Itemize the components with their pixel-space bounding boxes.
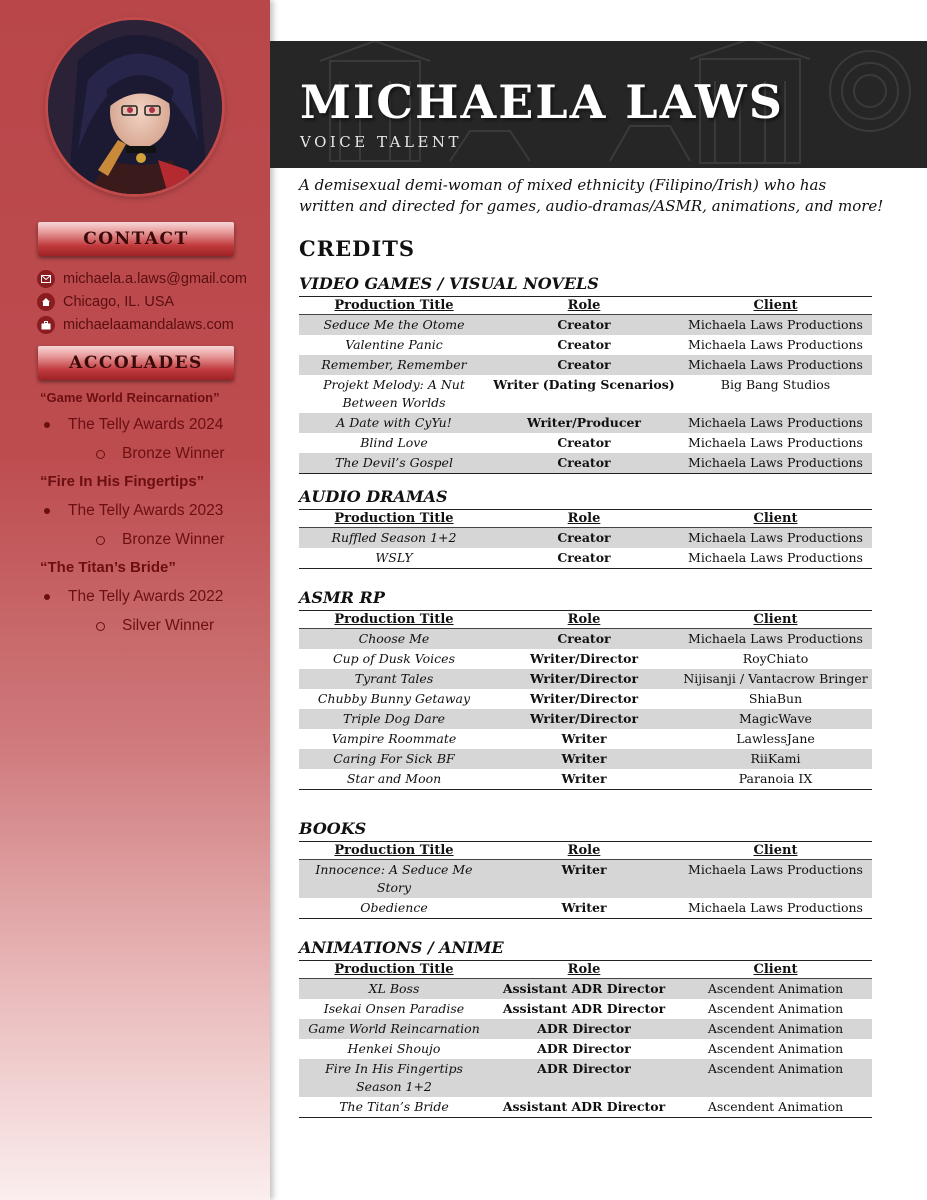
column-header-role: Role	[489, 510, 679, 528]
role: Writer	[489, 769, 679, 790]
client: Michaela Laws Productions	[679, 629, 872, 650]
column-header-title: Production Title	[299, 842, 489, 860]
client: Ascendent Animation	[679, 1059, 872, 1097]
audio-dramas-table	[299, 509, 872, 569]
column-header-client: Client	[679, 842, 872, 860]
table-row	[299, 769, 872, 790]
table-row	[299, 898, 872, 919]
production-title: XL Boss	[299, 979, 489, 1000]
production-title: The Titan’s Bride	[299, 1097, 489, 1118]
bullet-icon	[44, 594, 50, 600]
sidebar	[0, 0, 270, 1200]
accolade-award	[44, 588, 223, 606]
accolade-award-label: The Telly Awards 2022	[68, 588, 224, 605]
column-header-client: Client	[679, 297, 872, 315]
table-row	[299, 729, 872, 749]
table-header-row	[299, 842, 872, 860]
column-header-client: Client	[679, 510, 872, 528]
column-header-client: Client	[679, 961, 872, 979]
client: Ascendent Animation	[679, 1019, 872, 1039]
role: Writer/Producer	[489, 413, 679, 433]
role: Creator	[489, 548, 679, 569]
table-row	[299, 669, 872, 689]
table-row	[299, 860, 872, 899]
production-title: Tyrant Tales	[299, 669, 489, 689]
role: Writer	[489, 898, 679, 919]
role: Creator	[489, 355, 679, 375]
accolade-result-label: Bronze Winner	[122, 531, 225, 548]
asmr-table	[299, 610, 872, 790]
role: Writer/Director	[489, 709, 679, 729]
column-header-role: Role	[489, 297, 679, 315]
table-row	[299, 689, 872, 709]
production-title: Projekt Melody: A Nut Between Worlds	[323, 377, 465, 410]
table-header-row	[299, 510, 872, 528]
page-subtitle: VOICE TALENT	[300, 133, 463, 151]
client: Michaela Laws Productions	[679, 413, 872, 433]
table-row	[299, 548, 872, 569]
email-row[interactable]	[37, 269, 247, 289]
avatar	[48, 20, 222, 194]
column-header-title: Production Title	[299, 510, 489, 528]
production-title: Choose Me	[299, 629, 489, 650]
name-banner	[270, 41, 927, 168]
section-title-video-games: VIDEO GAMES / VISUAL NOVELS	[299, 274, 599, 293]
table-header-row	[299, 297, 872, 315]
bio-text: A demisexual demi-woman of mixed ethnicity (Filipino/Irish) who has written and directed for games, audio-dramas/ASMR, animations, and more!	[299, 176, 884, 215]
role: Assistant ADR Director	[502, 1001, 666, 1016]
table-row	[299, 453, 872, 474]
contact-location: Chicago, IL. USA	[63, 294, 175, 310]
contact-email[interactable]: michaela.a.laws@gmail.com	[63, 271, 247, 287]
accolade-result	[96, 531, 225, 549]
section-title-audio-dramas: AUDIO DRAMAS	[299, 487, 448, 506]
production-title: Game World Reincarnation	[299, 1019, 489, 1039]
briefcase-icon	[37, 316, 55, 334]
table-row	[299, 999, 872, 1019]
table-row	[299, 1097, 872, 1118]
video-games-table	[299, 296, 872, 474]
accolade-result-label: Bronze Winner	[122, 445, 225, 462]
production-title: Obedience	[299, 898, 489, 919]
role: ADR Director	[489, 1019, 679, 1039]
role: Writer (Dating Scenarios)	[493, 377, 675, 392]
mail-icon	[37, 270, 55, 288]
accolade-award	[44, 502, 223, 520]
table-header-row	[299, 611, 872, 629]
role: Writer	[489, 860, 679, 899]
column-header-title: Production Title	[299, 611, 489, 629]
contact-heading: CONTACT	[38, 222, 234, 256]
column-header-role: Role	[489, 842, 679, 860]
column-header-role: Role	[489, 961, 679, 979]
accolade-title: “The Titan’s Bride”	[40, 559, 176, 576]
table-row	[299, 355, 872, 375]
role: Creator	[489, 528, 679, 549]
accolade-result-label: Silver Winner	[122, 617, 215, 634]
client: RiiKami	[679, 749, 872, 769]
accolade-result	[96, 445, 225, 463]
production-title: Remember, Remember	[299, 355, 489, 375]
section-title-asmr: ASMR RP	[299, 588, 385, 607]
contact-website[interactable]: michaelaamandalaws.com	[63, 317, 234, 333]
role: Creator	[489, 315, 679, 336]
client: Ascendent Animation	[679, 1097, 872, 1118]
table-row	[299, 1059, 872, 1097]
home-icon	[37, 293, 55, 311]
production-title: The Devil’s Gospel	[299, 453, 489, 474]
role: Creator	[557, 435, 611, 450]
production-title: Blind Love	[360, 435, 428, 450]
production-title: Fire In His Fingertips Season 1+2	[299, 1059, 489, 1097]
role: ADR Director	[537, 1041, 631, 1056]
client: Michaela Laws Productions	[679, 898, 872, 919]
client: Nijisanji / Vantacrow Bringer	[679, 669, 872, 689]
role: ADR Director	[489, 1059, 679, 1097]
role: Writer/Director	[489, 669, 679, 689]
production-title: Valentine Panic	[345, 337, 443, 352]
client: Michaela Laws Productions	[679, 315, 872, 336]
accolade-award-label: The Telly Awards 2024	[68, 416, 224, 433]
table-row	[299, 749, 872, 769]
role: Assistant ADR Director	[489, 979, 679, 1000]
column-header-role: Role	[489, 611, 679, 629]
page-title: MICHAELA LAWS	[300, 75, 784, 129]
client: Paranoia IX	[679, 769, 872, 790]
production-title: Vampire Roommate	[331, 731, 457, 746]
role: Creator	[489, 629, 679, 650]
client: LawlessJane	[736, 731, 815, 746]
production-title: Caring For Sick BF	[299, 749, 489, 769]
column-header-title: Production Title	[299, 297, 489, 315]
client: Ascendent Animation	[707, 1001, 844, 1016]
column-header-title: Production Title	[299, 961, 489, 979]
table-row	[299, 413, 872, 433]
production-title: Triple Dog Dare	[299, 709, 489, 729]
production-title: Ruffled Season 1+2	[299, 528, 489, 549]
role: Writer	[489, 749, 679, 769]
table-row	[299, 433, 872, 453]
production-title: Chubby Bunny Getaway	[317, 691, 471, 706]
table-row	[299, 709, 872, 729]
role: Writer	[561, 731, 607, 746]
role: Creator	[557, 337, 611, 352]
role: Writer/Director	[529, 651, 639, 666]
bullet-icon	[44, 508, 50, 514]
production-title: Innocence: A Seduce Me Story	[299, 860, 489, 899]
client: MagicWave	[679, 709, 872, 729]
production-title: Isekai Onsen Paradise	[323, 1001, 465, 1016]
location-row	[37, 292, 174, 312]
accolade-title: “Fire In His Fingertips”	[40, 473, 205, 490]
animations-table	[299, 960, 872, 1118]
production-title: Seduce Me the Otome	[299, 315, 489, 336]
client: ShiaBun	[748, 691, 803, 706]
accolade-title: “Game World Reincarnation”	[40, 390, 220, 405]
table-header-row	[299, 961, 872, 979]
client: Big Bang Studios	[720, 377, 831, 392]
table-row	[299, 528, 872, 549]
client: Michaela Laws Productions	[679, 453, 872, 474]
accolades-heading: ACCOLADES	[38, 346, 234, 380]
production-title: Cup of Dusk Voices	[333, 651, 455, 666]
production-title: Henkei Shoujo	[347, 1041, 441, 1056]
accolade-award-label: The Telly Awards 2023	[68, 502, 224, 519]
table-row	[299, 315, 872, 336]
table-row	[299, 979, 872, 1000]
column-header-client: Client	[679, 611, 872, 629]
client: Michaela Laws Productions	[679, 548, 872, 569]
website-row[interactable]	[37, 315, 234, 335]
circle-bullet-icon	[96, 622, 105, 631]
section-title-books: BOOKS	[299, 819, 367, 838]
client: Michaela Laws Productions	[679, 528, 872, 549]
client: Ascendent Animation	[707, 1041, 844, 1056]
role: Creator	[489, 453, 679, 474]
table-row	[299, 1039, 872, 1059]
accolade-award	[44, 416, 223, 434]
client: Michaela Laws Productions	[688, 337, 863, 352]
role: Assistant ADR Director	[489, 1097, 679, 1118]
client: RoyChiato	[742, 651, 809, 666]
section-title-animations: ANIMATIONS / ANIME	[299, 938, 504, 957]
table-row	[299, 649, 872, 669]
production-title: WSLY	[299, 548, 489, 569]
client: Michaela Laws Productions	[688, 435, 863, 450]
table-row	[299, 335, 872, 355]
table-row	[299, 629, 872, 650]
production-title: Star and Moon	[299, 769, 489, 790]
circle-bullet-icon	[96, 450, 105, 459]
client: Michaela Laws Productions	[679, 860, 872, 899]
client: Michaela Laws Productions	[679, 355, 872, 375]
bullet-icon	[44, 422, 50, 428]
client: Ascendent Animation	[679, 979, 872, 1000]
production-title: A Date with CyYu!	[299, 413, 489, 433]
table-row	[299, 1019, 872, 1039]
circle-bullet-icon	[96, 536, 105, 545]
role: Writer/Director	[529, 691, 639, 706]
credits-heading: CREDITS	[299, 236, 415, 261]
books-table	[299, 841, 872, 919]
accolade-result	[96, 617, 214, 635]
table-row	[299, 375, 872, 413]
